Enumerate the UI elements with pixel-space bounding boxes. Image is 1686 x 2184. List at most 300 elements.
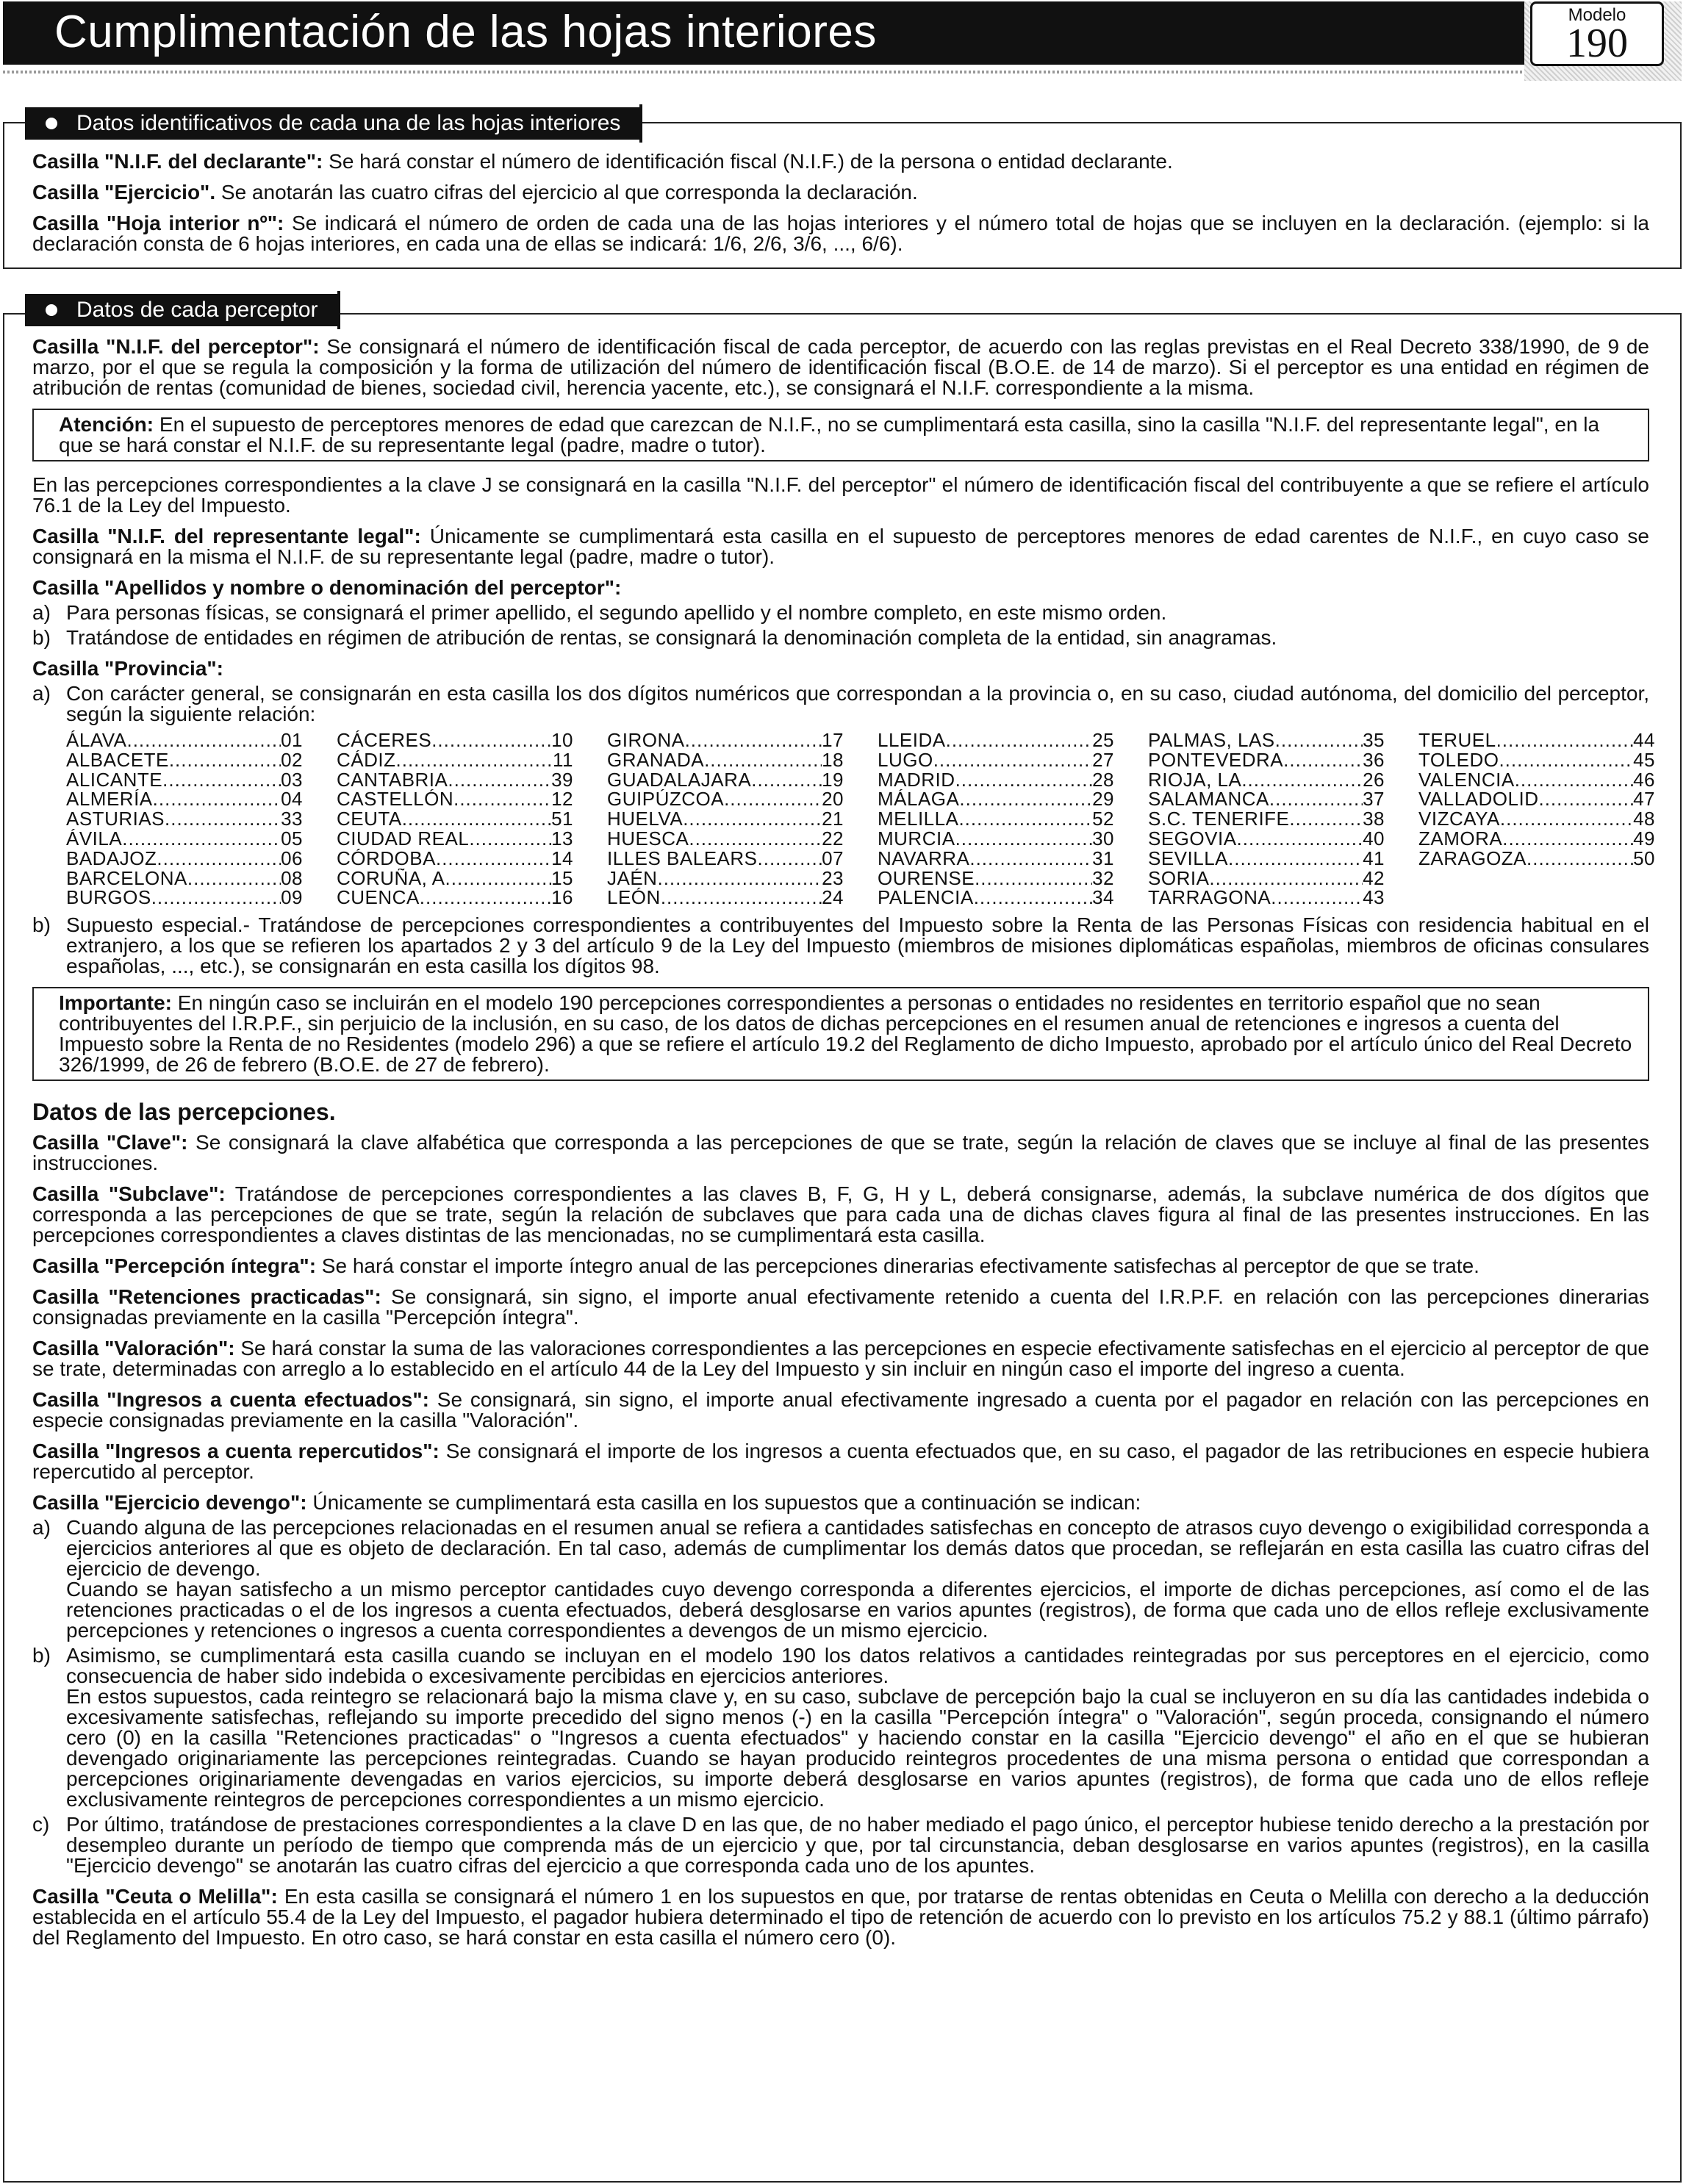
province-name: SORIA <box>1148 868 1210 888</box>
province-entry <box>878 869 1114 888</box>
province-name: LUGO <box>878 750 933 770</box>
province-name: PALENCIA <box>878 888 974 908</box>
dot-leader <box>1241 770 1363 790</box>
province-entry <box>1148 789 1385 809</box>
province-entry <box>1148 849 1385 869</box>
province-entry <box>878 888 1114 908</box>
province-name: MADRID <box>878 769 955 790</box>
province-code: 42 <box>1363 868 1385 888</box>
list-item <box>32 628 1649 648</box>
dot-leader <box>751 770 822 790</box>
dot-leader <box>157 849 281 869</box>
province-name: CEUTA <box>337 809 402 829</box>
province-entry <box>607 809 844 829</box>
paragraph-clave-j: En las percepciones correspondientes a la clave J se consignará en la casilla "N.I.F. del perceptor" el número de identificación fiscal del contribuyente a que se refiere el artículo 76.1 de la Ley del Impuesto. <box>32 473 1649 517</box>
dot-leader <box>946 730 1092 750</box>
province-entry <box>1418 750 1655 770</box>
province-code: 21 <box>822 809 844 829</box>
paragraph-retenciones <box>32 1287 1649 1328</box>
text: Con carácter general, se consignarán en esta casilla los dos dígitos numéricos que correspondan a la provincia o, en su caso, ciudad autónoma, del domicilio del perceptor, según la siguiente relación: <box>66 682 1649 725</box>
dot-leader <box>683 809 822 829</box>
text: Cuando se hayan satisfecho a un mismo perceptor cantidades cuyo devengo corresponda a diferentes ejercicios, el importe de dichas percepciones, así como el de las retenciones practicadas o el de los ingresos a cuenta efectuados, deberá desglosarse en varios apuntes (registros), de forma que cada uno de ellos refleje exclusivamente percepciones y retenciones o ingresos a cuenta correspondientes a devengos de un mismo ejercicio. <box>66 1578 1649 1642</box>
section-perceptor-content <box>32 335 1655 1958</box>
province-entry <box>878 770 1114 790</box>
paragraph-ejercicio-devengo <box>32 1492 1649 1513</box>
province-code: 09 <box>281 888 303 908</box>
province-name: LEÓN <box>607 888 661 908</box>
province-entry <box>1148 888 1385 908</box>
text: En ningún caso se incluirán en el modelo 190 percepciones correspondientes a personas o entidades no residentes en territorio español que no sean contribuyentes del I.R.P.F., sin perjuicio de la inclusión, en su caso, de los datos de dichas percepciones en el resumen anual de retenciones e ingresos a cuenta del Impuesto sobre la Renta de no Residentes (modelo 296) a que se refiere el artículo 19.2 del Reglamento de dicho Impuesto, aprobado por el artículo único del Real Decreto 326/1999, de 26 de febrero (B.O.E. de 27 de febrero). <box>59 991 1632 1077</box>
list-marker: a) <box>32 1516 51 1540</box>
province-entry <box>66 730 303 750</box>
dot-leader <box>1515 770 1633 790</box>
province-code: 27 <box>1092 750 1114 770</box>
label: Casilla "N.I.F. del perceptor": <box>32 335 320 358</box>
list-item <box>32 603 1649 623</box>
list-marker: b) <box>32 913 51 937</box>
province-name: ALICANTE <box>66 769 163 790</box>
bullet-icon <box>46 304 57 316</box>
text: En esta casilla se consignará el número 1 en los supuestos en que, por tratarse de rentas obtenidas en Ceuta o Melilla con derecho a la deducción establecida en el artículo 55.4 de la Ley del Impuesto, el pagador hubiera determinado el tipo de retención de acuerdo con lo previsto en los artículos 75.2 y 88.1 (último párrafo) del Reglamento del Impuesto. En otro caso, se hará constar en esta casilla el número cero (0). <box>32 1885 1649 1950</box>
province-code: 02 <box>281 750 303 770</box>
province-name: GRANADA <box>607 750 705 770</box>
dot-leader <box>445 869 552 888</box>
province-code: 16 <box>551 888 573 908</box>
dot-leader <box>657 869 822 888</box>
province-name: SEGOVIA <box>1148 828 1237 849</box>
province-code: 22 <box>822 828 844 849</box>
province-name: TARRAGONA <box>1148 888 1271 908</box>
province-code: 03 <box>281 769 303 790</box>
province-code: 47 <box>1633 789 1655 810</box>
notice-importante <box>32 987 1649 1081</box>
paragraph-valoracion <box>32 1338 1649 1379</box>
province-code: 25 <box>1092 730 1114 750</box>
dot-leader <box>704 750 822 770</box>
paragraph-ejercicio <box>32 182 1649 203</box>
dot-leader <box>1237 829 1363 849</box>
province-name: VIZCAYA <box>1418 809 1500 829</box>
list-item <box>32 683 1649 725</box>
province-entry <box>878 849 1114 869</box>
label: Casilla "Ceuta o Melilla": <box>32 1885 278 1908</box>
text: Se consignará el número de identificación fiscal de cada perceptor, de acuerdo con las reglas previstas en el Real Decreto 338/1990, de 9 de marzo, por el que se regula la composición y la forma de utilización del número de identificación fiscal (B.O.E. de 14 de marzo). Si el perceptor es una entidad en régimen de atribución de rentas (comunidad de bienes, sociedad civil, herencia yacente, etc.), se consignará el N.I.F. correspondiente a la misma. <box>32 335 1649 399</box>
province-name: GUADALAJARA <box>607 769 752 790</box>
dot-leader <box>661 888 822 908</box>
province-entry <box>878 789 1114 809</box>
province-code: 28 <box>1092 769 1114 790</box>
label: Casilla "Percepción íntegra": <box>32 1254 317 1278</box>
province-table <box>66 730 1655 908</box>
paragraph-ceuta-melilla <box>32 1886 1649 1948</box>
section-identificativos-tab <box>25 107 639 140</box>
province-entry <box>607 770 844 790</box>
province-code: 34 <box>1092 888 1114 908</box>
province-entry <box>337 869 573 888</box>
text: Se consignará el importe de los ingresos a cuenta efectuados que, en su caso, el pagador de las retribuciones en especie hubiera repercutido al perceptor. <box>32 1440 1650 1484</box>
province-entry <box>337 888 573 908</box>
dot-leader <box>126 730 281 750</box>
dot-leader <box>1283 750 1363 770</box>
province-code: 18 <box>822 750 844 770</box>
text: Para personas físicas, se consignará el primer apellido, el segundo apellido y el nombre completo, en este mismo orden. <box>66 601 1167 624</box>
label: Casilla "Ingresos a cuenta repercutidos": <box>32 1440 440 1463</box>
province-name: CIUDAD REAL <box>337 828 470 849</box>
province-name: VALLADOLID <box>1418 789 1539 810</box>
text: Únicamente se cumplimentará esta casilla en el supuesto de perceptores menores de edad carentes de N.I.F., en cuyo caso se consignará en la misma el N.I.F. de su representante legal (padre, madre o tutor). <box>32 525 1649 568</box>
province-code: 04 <box>281 789 303 810</box>
province-code: 13 <box>551 828 573 849</box>
province-name: PONTEVEDRA <box>1148 750 1284 770</box>
label: Casilla "N.I.F. del declarante": <box>32 150 323 173</box>
province-code: 15 <box>551 868 573 888</box>
list-item <box>32 1645 1649 1810</box>
province-code: 07 <box>822 848 844 869</box>
province-entry <box>878 809 1114 829</box>
province-entry <box>607 869 844 888</box>
dot-leader <box>1269 789 1363 809</box>
province-code: 46 <box>1633 769 1655 790</box>
province-name: SALAMANCA <box>1148 789 1269 810</box>
province-name: GIRONA <box>607 730 685 750</box>
province-entry <box>1418 730 1655 750</box>
label: Casilla "Retenciones practicadas": <box>32 1285 381 1309</box>
province-name: BURGOS <box>66 888 151 908</box>
dot-leader <box>758 849 822 869</box>
province-entry <box>66 888 303 908</box>
label: Casilla "N.I.F. del representante legal": <box>32 525 421 547</box>
province-code: 01 <box>281 730 303 750</box>
province-code: 20 <box>822 789 844 810</box>
label: Casilla "Provincia": <box>32 657 223 680</box>
dot-leader <box>1271 888 1363 908</box>
province-name: ÁLAVA <box>66 730 127 750</box>
label: Casilla "Clave": <box>32 1131 188 1154</box>
list-item <box>32 915 1649 977</box>
dot-leader <box>1500 809 1633 829</box>
text: Se indicará el número de orden de cada una de las hojas interiores y el número total de hojas que se incluyen en la declaración. (ejemplo: si la declaración consta de 6 hojas interiores, en cada una de ellas se indicará: 1/6, 2/6, 3/6, ..., 6/6). <box>32 212 1649 255</box>
province-name: LLEIDA <box>878 730 946 750</box>
text: Tratándose de entidades en régimen de atribución de rentas, se consignará la denominación completa de la entidad, sin anagramas. <box>66 626 1277 649</box>
province-code: 11 <box>553 750 573 770</box>
label: Casilla "Apellidos y nombre o denominación del perceptor": <box>32 576 622 599</box>
province-code: 12 <box>551 789 573 810</box>
province-name: ALMERÍA <box>66 789 153 810</box>
header-bar <box>3 1 1524 65</box>
province-code: 50 <box>1633 848 1655 869</box>
province-name: ZARAGOZA <box>1418 848 1527 869</box>
province-code: 39 <box>551 769 573 790</box>
province-entry <box>1418 789 1655 809</box>
province-code: 06 <box>281 848 303 869</box>
section-perceptor-title: Datos de cada perceptor <box>76 298 318 322</box>
province-code: 14 <box>551 848 573 869</box>
dot-leader <box>1502 829 1633 849</box>
text: Supuesto especial.- Tratándose de percepciones correspondientes a contribuyentes del Impuesto sobre la Renta de las Personas Físicas con residencia habitual en el extranjero, a los que se refieren los apartados 2 y 3 del artículo 9 de la Ley del Impuesto (miembros de misiones diplomáticas españolas, miembros de oficinas consulares españolas, ..., etc.), se consignarán en esta casilla los dígitos 98. <box>66 913 1649 978</box>
province-entry <box>66 770 303 790</box>
province-entry <box>607 750 844 770</box>
province-name: TERUEL <box>1418 730 1496 750</box>
province-code: 45 <box>1633 750 1655 770</box>
province-code: 30 <box>1092 828 1114 849</box>
province-entry <box>66 809 303 829</box>
province-entry <box>1148 730 1385 750</box>
list-marker: a) <box>32 601 51 624</box>
header-underline <box>3 71 1524 73</box>
province-name: JAÉN <box>607 868 658 888</box>
province-name: ÁVILA <box>66 828 123 849</box>
province-code: 08 <box>281 868 303 888</box>
dot-leader <box>122 829 281 849</box>
dot-leader <box>151 888 281 908</box>
dot-leader <box>402 809 551 829</box>
province-code: 29 <box>1092 789 1114 810</box>
province-name: BADAJOZ <box>66 848 157 869</box>
list-text <box>66 1645 1649 1810</box>
dot-leader <box>1538 789 1633 809</box>
dot-leader <box>975 869 1092 888</box>
province-entry <box>1418 869 1655 888</box>
model-box <box>1530 1 1664 66</box>
list-item <box>32 1517 1649 1641</box>
label: Casilla "Ejercicio devengo": <box>32 1491 307 1515</box>
label: Atención: <box>59 413 154 436</box>
paragraph-clave <box>32 1132 1649 1174</box>
section-identificativos-content <box>32 151 1649 265</box>
province-name: TOLEDO <box>1418 750 1499 770</box>
province-name: SEVILLA <box>1148 848 1229 869</box>
province-entry <box>607 789 844 809</box>
province-code: 40 <box>1363 828 1385 849</box>
province-entry <box>1148 770 1385 790</box>
subheading-percepciones: Datos de las percepciones. <box>32 1099 336 1126</box>
province-name: CÁDIZ <box>337 750 396 770</box>
dot-leader <box>420 888 551 908</box>
text: En estos supuestos, cada reintegro se relacionará bajo la misma clave y, en su caso, subclave de percepción bajo la cual se incluyeron en su día las cantidades indebida o excesivamente satisfechas, reflejando su importe precedido del signo menos (-) en la casilla "Percepción íntegra" o "Valoración", según proceda, consignando el número cero (0) en la casilla "Retenciones practicadas" o "Ingresos a cuenta efectuados" y haciendo constar en la casilla "Ejercicio devengo" el año en el que se hubieran devengado originariamente las percepciones reintegradas. Cuando se hayan producido reintegros procedentes de una misma persona o entidad que correspondan a percepciones originariamente devengadas en varios ejercicios, su importe deberá desglosarse en varios apuntes (registros), de forma que cada uno de ellos refleje exclusivamente reintegros de percepciones correspondientes a un mismo ejercicio. <box>66 1685 1649 1811</box>
province-code: 43 <box>1363 888 1385 908</box>
province-code: 32 <box>1092 868 1114 888</box>
label: Casilla "Valoración": <box>32 1337 235 1360</box>
province-code: 49 <box>1633 828 1655 849</box>
text: Por último, tratándose de prestaciones correspondientes a la clave D en las que, de no haber mediado el pago único, el perceptor hubiese tenido derecho a la prestación por desempleo durante un período de tiempo que comprenda más de un ejercicio y que, por tal circunstancia, deban desglosarse en varios apuntes (registros), en la casilla "Ejercicio devengo" se anotarán las cuatro cifras del ejercicio a que corresponda cada uno de los apuntes. <box>66 1813 1649 1878</box>
dot-leader <box>969 849 1092 869</box>
dot-leader <box>187 869 281 888</box>
dot-leader <box>1209 869 1363 888</box>
province-name: ZAMORA <box>1418 828 1503 849</box>
dot-leader <box>1289 809 1363 829</box>
dot-leader <box>974 888 1092 908</box>
paragraph-ingresos-efectuados <box>32 1390 1649 1431</box>
dot-leader <box>431 730 551 750</box>
province-code: 48 <box>1633 809 1655 829</box>
province-name: GUIPÚZCOA <box>607 789 725 810</box>
dot-leader <box>436 849 551 869</box>
province-code: 38 <box>1363 809 1385 829</box>
province-entry <box>1418 809 1655 829</box>
text: Se consignará la clave alfabética que corresponda a las percepciones de que se trate, según la relación de claves que se incluye al final de las presentes instrucciones. <box>32 1131 1649 1175</box>
paragraph-subclave <box>32 1184 1649 1246</box>
province-entry <box>878 730 1114 750</box>
list-marker: b) <box>32 626 51 649</box>
province-code: 26 <box>1363 769 1385 790</box>
province-name: BARCELONA <box>66 868 187 888</box>
dot-leader <box>1275 730 1363 750</box>
province-name: CASTELLÓN <box>337 789 454 810</box>
province-code: 52 <box>1092 809 1114 829</box>
model-label: Modelo <box>1568 5 1626 25</box>
province-name: CÓRDOBA <box>337 848 436 869</box>
province-name: MÁLAGA <box>878 789 960 810</box>
dot-leader <box>955 770 1093 790</box>
province-name: ASTURIAS <box>66 809 165 829</box>
province-code: 24 <box>822 888 844 908</box>
dot-leader <box>153 789 281 809</box>
text: Asimismo, se cumplimentará esta casilla cuando se incluyan en el modelo 190 los datos relativos a cantidades reintegradas por sus perceptores en el ejercicio, como consecuencia de haber sido indebida o excesivamente percibidas en ejercicios anteriores. <box>66 1644 1649 1688</box>
province-entry <box>66 789 303 809</box>
text: Se hará constar el número de identificación fiscal (N.I.F.) de la persona o entidad declarante. <box>323 150 1173 173</box>
province-code: 33 <box>281 809 303 829</box>
text: Se anotarán las cuatro cifras del ejercicio al que corresponda la declaración. <box>215 181 918 204</box>
province-name: S.C. TENERIFE <box>1148 809 1290 829</box>
dot-leader <box>169 750 281 770</box>
province-code: 36 <box>1363 750 1385 770</box>
province-code: 23 <box>822 868 844 888</box>
province-entry <box>66 829 303 849</box>
list-text <box>66 1517 1649 1641</box>
province-entry <box>1418 849 1655 869</box>
province-name: ILLES BALEARS <box>607 848 758 869</box>
province-entry <box>607 849 844 869</box>
model-number: 190 <box>1566 21 1628 66</box>
province-code: 10 <box>551 730 573 750</box>
list-item <box>32 1814 1649 1876</box>
dot-leader <box>685 730 822 750</box>
province-name: CÁCERES <box>337 730 432 750</box>
province-entry <box>878 829 1114 849</box>
paragraph-percepcion-integra <box>32 1256 1649 1276</box>
province-entry <box>66 849 303 869</box>
label: Importante: <box>59 991 172 1015</box>
paragraph-hoja-interior <box>32 213 1649 254</box>
province-entry <box>1148 750 1385 770</box>
province-entry <box>1148 829 1385 849</box>
province-code: 44 <box>1633 730 1655 750</box>
province-entry <box>337 829 573 849</box>
dot-leader <box>448 770 551 790</box>
province-entry <box>337 730 573 750</box>
province-entry <box>66 750 303 770</box>
province-name: CUENCA <box>337 888 420 908</box>
list-marker: a) <box>32 682 51 705</box>
list-marker: b) <box>32 1644 51 1667</box>
label: Casilla "Hoja interior nº": <box>32 212 284 234</box>
province-code: 31 <box>1092 848 1114 869</box>
province-entry <box>878 750 1114 770</box>
text: Se consignará, sin signo, el importe anual efectivamente ingresado a cuenta por el pagador en relación con las percepciones en especie consignadas previamente en la casilla "Valoración". <box>32 1388 1649 1432</box>
province-code: 05 <box>281 828 303 849</box>
text: Tratándose de percepciones correspondientes a las claves B, F, G, H y L, deberá consignarse, además, la subclave numérica de dos dígitos que corresponda a las percepciones de que se trate, según la relación de subclaves que para cada una de dichas claves figura al final de las presentes instrucciones. En las percepciones correspondientes a claves distintas de las mencionadas, no se cumplimentará esta casilla. <box>32 1182 1649 1247</box>
province-code: 35 <box>1363 730 1385 750</box>
dot-leader <box>1496 730 1634 750</box>
province-entry <box>1148 809 1385 829</box>
province-entry <box>607 730 844 750</box>
dot-leader <box>689 829 822 849</box>
province-entry <box>1418 829 1655 849</box>
text: Se hará constar el importe íntegro anual de las percepciones dinerarias efectivamente satisfechas al perceptor de que se trate. <box>316 1254 1479 1278</box>
notice-atencion <box>32 409 1649 461</box>
province-name: VALENCIA <box>1418 769 1515 790</box>
dot-leader <box>1228 849 1363 869</box>
province-name: ALBACETE <box>66 750 169 770</box>
province-entry <box>607 888 844 908</box>
province-name: RIOJA, LA <box>1148 769 1242 790</box>
dot-leader <box>469 829 551 849</box>
paragraph-nif-perceptor <box>32 337 1649 398</box>
dot-leader <box>933 750 1092 770</box>
page-title: Cumplimentación de las hojas interiores <box>54 7 877 57</box>
list-marker: c) <box>32 1813 50 1836</box>
province-name: MELILLA <box>878 809 959 829</box>
paragraph-ingresos-repercutidos <box>32 1441 1649 1482</box>
label: Casilla "Subclave": <box>32 1182 226 1206</box>
paragraph-apellidos <box>32 578 1649 598</box>
text: En el supuesto de perceptores menores de edad que carezcan de N.I.F., no se cumplimentará esta casilla, sino la casilla "N.I.F. del representante legal", en la que se hará constar el N.I.F. de su representante legal (padre, madre o tutor). <box>59 413 1600 456</box>
dot-leader <box>959 789 1092 809</box>
paragraph-nif-declarante <box>32 151 1649 172</box>
province-name: OURENSE <box>878 868 975 888</box>
province-name: CANTABRIA <box>337 769 448 790</box>
paragraph-provincia <box>32 658 1649 679</box>
province-name: HUELVA <box>607 809 684 829</box>
province-entry <box>337 849 573 869</box>
section-identificativos-title: Datos identificativos de cada una de las hojas interiores <box>76 111 621 135</box>
province-code: 41 <box>1363 848 1385 869</box>
text: Cuando alguna de las percepciones relacionadas en el resumen anual se refiera a cantidades satisfechas en concepto de atrasos cuyo devengo o exigibilidad corresponda a ejercicios anteriores al que es objeto de declaración. En tal caso, además de cumplimentar los demás datos que procedan, se reflejarán en esta casilla las cuatro cifras del ejercicio de devengo. <box>66 1516 1649 1581</box>
dot-leader <box>453 789 551 809</box>
dot-leader <box>955 829 1093 849</box>
province-entry <box>1418 770 1655 790</box>
province-entry <box>1418 888 1655 908</box>
province-entry <box>1148 869 1385 888</box>
text: Se hará constar la suma de las valoraciones correspondientes a las percepciones en especie efectivamente satisfechas en el ejercicio al perceptor de que se trate, determinadas con arreglo a lo establecido en el artículo 44 de la Ley del Impuesto y sin incluir en ningún caso el importe del ingreso a cuenta. <box>32 1337 1649 1381</box>
province-entry <box>607 829 844 849</box>
dot-leader <box>958 809 1092 829</box>
province-entry <box>337 809 573 829</box>
text: Se consignará, sin signo, el importe anual efectivamente retenido a cuenta del I.R.P.F. en relación con las percepciones dinerarias consignadas previamente en la casilla "Percepción íntegra". <box>32 1285 1649 1329</box>
bullet-icon <box>46 118 57 129</box>
province-entry <box>337 750 573 770</box>
paragraph-representante <box>32 526 1649 567</box>
province-name: MURCIA <box>878 828 955 849</box>
province-name: NAVARRA <box>878 848 970 869</box>
province-name: HUESCA <box>607 828 689 849</box>
province-code: 17 <box>822 730 844 750</box>
province-name: PALMAS, LAS <box>1148 730 1275 750</box>
dot-leader <box>165 809 281 829</box>
province-code: 37 <box>1363 789 1385 810</box>
province-code: 51 <box>551 809 573 829</box>
section-perceptor-tab <box>25 294 337 326</box>
dot-leader <box>396 750 553 770</box>
label: Casilla "Ingresos a cuenta efectuados": <box>32 1388 429 1412</box>
province-entry <box>66 869 303 888</box>
label: Casilla "Ejercicio". <box>32 181 216 204</box>
text: Únicamente se cumplimentará esta casilla en los supuestos que a continuación se indican: <box>306 1491 1141 1515</box>
dot-leader <box>162 770 281 790</box>
province-name: CORUÑA, A <box>337 868 445 888</box>
dot-leader <box>724 789 822 809</box>
dot-leader <box>1499 750 1633 770</box>
